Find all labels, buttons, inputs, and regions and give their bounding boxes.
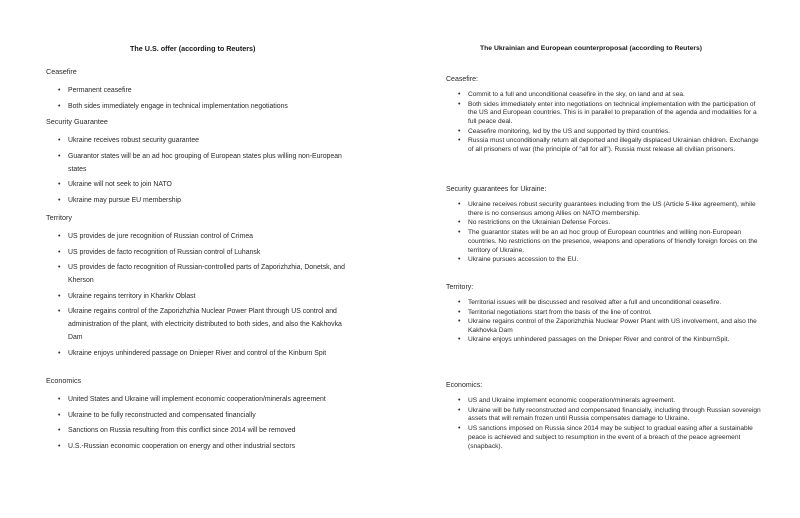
- list-item: • Ukraine may pursue EU membership: [56, 194, 346, 207]
- list-item: • Ukraine to be fully reconstructed and compensated financially: [56, 409, 346, 422]
- list-item: • Ukraine regains control of the Zaporizhzhia Nuclear Power Plant with US involvement, and also the Kakhovka Dam: [456, 318, 764, 336]
- list-item: • Ukraine regains territory in Kharkiv Oblast: [56, 290, 346, 303]
- list-item: • US provides de facto recognition of Russian control of Luhansk: [56, 246, 346, 259]
- counterproposal-title: The Ukrainian and European counterproposal (according to Reuters): [480, 45, 703, 52]
- list-item: • Ukraine pursues accession to the EU.: [456, 256, 764, 265]
- bullet-list: [46, 230, 346, 360]
- bullet-list: [46, 84, 346, 113]
- section-heading: Ceasefire:: [446, 76, 478, 83]
- list-item: • US sanctions imposed on Russia since 2014 may be subject to gradual easing after a sustainable peace is achieved and subject to resumption in the event of a breach of the peace agreement (snapback).: [456, 425, 764, 452]
- list-item: • United States and Ukraine will implement economic cooperation/minerals agreement: [56, 393, 346, 406]
- list-item: • US and Ukraine implement economic cooperation/minerals agreement.: [456, 397, 764, 406]
- list-item: • Ukraine enjoys unhindered passage on Dnieper River and control of the Kinburn Spit: [56, 347, 346, 360]
- section-heading: Territory:: [446, 284, 474, 291]
- list-item: • Commit to a full and unconditional ceasefire in the sky, on land and at sea.: [456, 91, 764, 100]
- right-section-1: [446, 74, 776, 156]
- bullet-list: [446, 299, 764, 345]
- list-item: • Territorial negotiations start from the basis of the line of control.: [456, 309, 764, 318]
- list-item: • Ukraine enjoys unhindered passages on the Dnieper River and control of the KinburnSpit.: [456, 336, 764, 345]
- list-item: • US provides de facto recognition of Russian-controlled parts of Zaporizhzhia, Donetsk, and Kherson: [56, 261, 346, 287]
- list-item: • No restrictions on the Ukrainian Defense Forces.: [456, 219, 764, 228]
- list-item: • Ukraine will not seek to join NATO: [56, 178, 346, 191]
- list-item: • Ceasefire monitoring, led by the US and supported by third countries.: [456, 128, 764, 137]
- bullet-list: [446, 397, 764, 452]
- right-section-3: [446, 282, 776, 346]
- section-heading: Economics:: [446, 382, 483, 389]
- list-item: • Russia must unconditionally return all deported and illegally displaced Ukrainian children. Exchange of all prisoners of war (the principle of "all for all"). Russia must release all civilian prisoners.: [456, 137, 764, 155]
- list-item: • U.S.-Russian economic cooperation on energy and other industrial sectors: [56, 440, 346, 453]
- list-item: • Permanent ceasefire: [56, 84, 346, 97]
- section-heading: Security guarantees for Ukraine:: [446, 186, 547, 193]
- right-section-4: [446, 380, 776, 452]
- list-item: • Sanctions on Russia resulting from this conflict since 2014 will be removed: [56, 424, 346, 437]
- bullet-list: [46, 134, 346, 207]
- us-offer-title: The U.S. offer (according to Reuters): [130, 44, 256, 53]
- list-item: • Ukraine regains control of the Zaporizhzhia Nuclear Power Plant through US control and administration of the plant, with electricity distributed to both sides, and also the Kakhovka Dam: [56, 305, 346, 344]
- list-item: • Territorial issues will be discussed and resolved after a full and unconditional ceasefire.: [456, 299, 764, 308]
- list-item: • Ukraine receives robust security guarantee: [56, 134, 346, 147]
- list-item: • Both sides immediately engage in technical implementation negotiations: [56, 100, 346, 113]
- bullet-list: [446, 201, 764, 265]
- left-section-3: [46, 212, 366, 362]
- section-heading: Ceasefire: [46, 67, 77, 76]
- left-section-1: [46, 66, 366, 115]
- list-item: • The guarantor states will be an ad hoc group of European countries and willing non-European countries. No restrictions on the presence, weapons and operations of friendly foreign forces on the territory of Ukraine.: [456, 229, 764, 256]
- section-heading: Security Guarantee: [46, 117, 108, 126]
- list-item: • Ukraine will be fully reconstructed and compensated financially, including through Russian sovereign assets that will remain frozen until Russia compensates damage to Ukraine.: [456, 407, 764, 425]
- left-section-2: [46, 116, 366, 209]
- section-heading: Economics: [46, 376, 82, 385]
- bullet-list: [46, 393, 346, 453]
- right-section-2: [446, 184, 776, 266]
- section-heading: Territory: [46, 213, 72, 222]
- list-item: • Ukraine receives robust security guarantees including from the US (Article 5-like agreement), while there is no consensus among Allies on NATO membership.: [456, 201, 764, 219]
- list-item: • Both sides immediately enter into negotiations on technical implementation with the participation of the US and European countries. This is in parallel to preparation of the agenda and modalities for a full peace deal.: [456, 101, 764, 128]
- list-item: • Guarantor states will be an ad hoc grouping of European states plus willing non-European states: [56, 150, 346, 176]
- bullet-list: [446, 91, 764, 155]
- list-item: • US provides de jure recognition of Russian control of Crimea: [56, 230, 346, 243]
- left-section-4: [46, 375, 366, 455]
